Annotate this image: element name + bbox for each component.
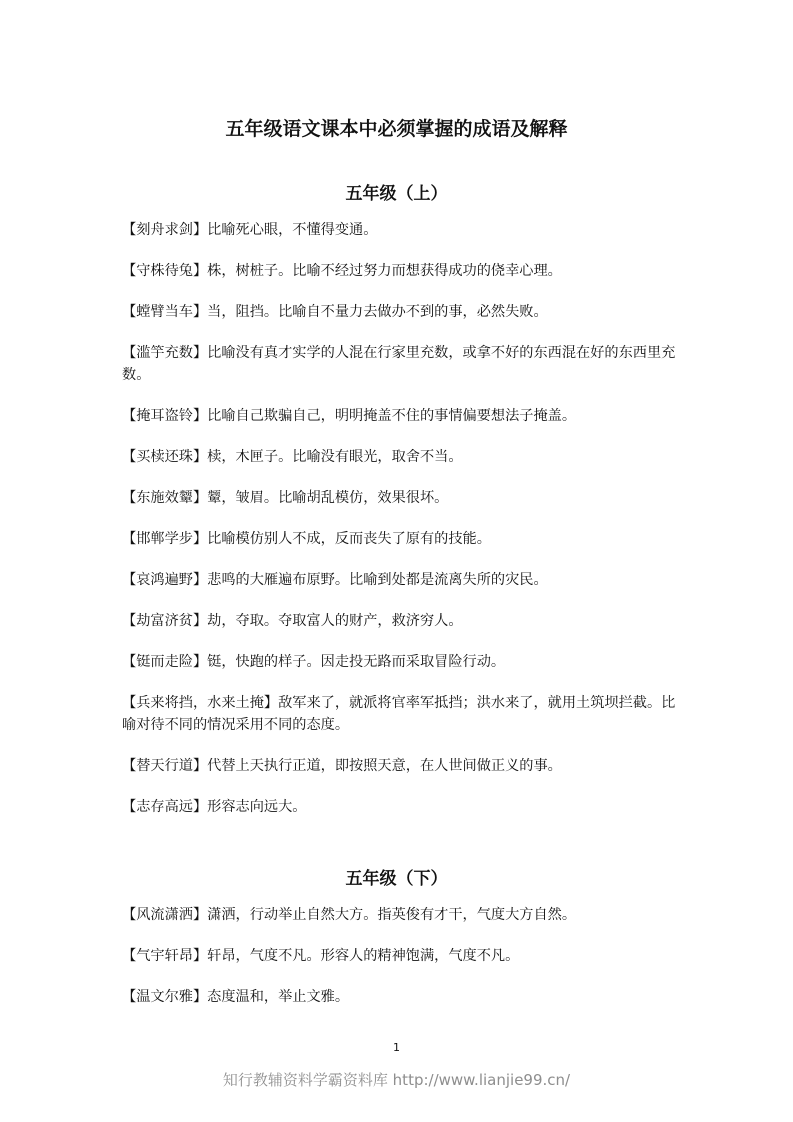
- idiom-explanation: 劫，夺取。夺取富人的财产，救济穷人。: [207, 613, 463, 629]
- idiom-entry: [122, 405, 677, 427]
- idiom-entry: [122, 569, 677, 591]
- idiom-term: 【劫富济贫】: [122, 613, 208, 629]
- section-heading-grade5-first-term: 五年级（上）: [345, 184, 448, 205]
- idiom-entry: [122, 796, 677, 818]
- idiom-explanation: 态度温和，举止文雅。: [207, 989, 350, 1005]
- idiom-term: 【邯郸学步】: [122, 531, 208, 547]
- idiom-entry: [122, 219, 677, 241]
- idiom-explanation: 铤，快跑的样子。因走投无路而采取冒险行动。: [207, 654, 506, 670]
- idiom-entry: [122, 260, 677, 282]
- idiom-term: 【螳臂当车】: [122, 304, 208, 320]
- idiom-entry: [122, 342, 677, 386]
- idiom-list-grade5-second-term: [122, 904, 677, 1027]
- idiom-list-grade5-first-term: [122, 219, 677, 837]
- idiom-term: 【风流潇洒】: [122, 907, 208, 923]
- idiom-explanation: 悲鸣的大雁遍布原野。比喻到处都是流离失所的灾民。: [207, 572, 548, 588]
- idiom-term: 【兵来将挡，水来土掩】: [122, 695, 279, 711]
- idiom-explanation: 比喻没有真才实学的人混在行家里充数，或拿不好的东西混在好的东西里充数。: [122, 345, 676, 383]
- idiom-term: 【东施效颦】: [122, 490, 208, 506]
- idiom-entry: [122, 904, 677, 926]
- idiom-explanation: 比喻死心眼，不懂得变通。: [207, 222, 378, 238]
- idiom-explanation: 当，阻挡。比喻自不量力去做办不到的事，必然失败。: [207, 304, 548, 320]
- idiom-term: 【买椟还珠】: [122, 449, 208, 465]
- idiom-term: 【铤而走险】: [122, 654, 208, 670]
- idiom-term: 【刻舟求剑】: [122, 222, 208, 238]
- idiom-explanation: 株，树桩子。比喻不经过努力而想获得成功的侥幸心理。: [207, 263, 562, 279]
- idiom-entry: [122, 528, 677, 550]
- idiom-explanation: 形容志向远大。: [207, 799, 307, 815]
- idiom-entry: [122, 755, 677, 777]
- page-number: 1: [393, 1041, 400, 1054]
- idiom-entry: [122, 446, 677, 468]
- idiom-explanation: 潇洒，行动举止自然大方。指英俊有才干，气度大方自然。: [207, 907, 577, 923]
- idiom-explanation: 椟，木匣子。比喻没有眼光，取舍不当。: [207, 449, 463, 465]
- page-title: 五年级语文课本中必须掌握的成语及解释: [225, 117, 568, 140]
- idiom-entry: [122, 487, 677, 509]
- idiom-explanation: 敌军来了，就派将官率军抵挡；洪水来了，就用土筑坝拦截。比喻对待不同的情况采用不同的态度。: [122, 695, 676, 733]
- idiom-entry: [122, 692, 677, 736]
- idiom-term: 【温文尔雅】: [122, 989, 208, 1005]
- idiom-entry: [122, 945, 677, 967]
- idiom-term: 【志存高远】: [122, 799, 208, 815]
- idiom-term: 【替天行道】: [122, 758, 208, 774]
- idiom-explanation: 比喻自己欺骗自己，明明掩盖不住的事情偏要想法子掩盖。: [207, 408, 577, 424]
- idiom-explanation: 代替上天执行正道，即按照天意，在人世间做正义的事。: [207, 758, 562, 774]
- idiom-entry: [122, 301, 677, 323]
- idiom-entry: [122, 986, 677, 1008]
- idiom-entry: [122, 651, 677, 673]
- idiom-explanation: 轩昂，气度不凡。形容人的精神饱满，气度不凡。: [207, 948, 520, 964]
- idiom-explanation: 颦，皱眉。比喻胡乱模仿，效果很坏。: [207, 490, 449, 506]
- idiom-term: 【滥竽充数】: [122, 345, 208, 361]
- idiom-explanation: 比喻模仿别人不成，反而丧失了原有的技能。: [207, 531, 491, 547]
- idiom-term: 【气宇轩昂】: [122, 948, 208, 964]
- idiom-term: 【守株待兔】: [122, 263, 208, 279]
- idiom-entry: [122, 610, 677, 632]
- footer-watermark: 知行教辅资料学霸资料库 http://www.lianjie99.cn/: [222, 1071, 571, 1089]
- idiom-term: 【哀鸿遍野】: [122, 572, 208, 588]
- section-heading-grade5-second-term: 五年级（下）: [345, 869, 448, 890]
- idiom-term: 【掩耳盗铃】: [122, 408, 208, 424]
